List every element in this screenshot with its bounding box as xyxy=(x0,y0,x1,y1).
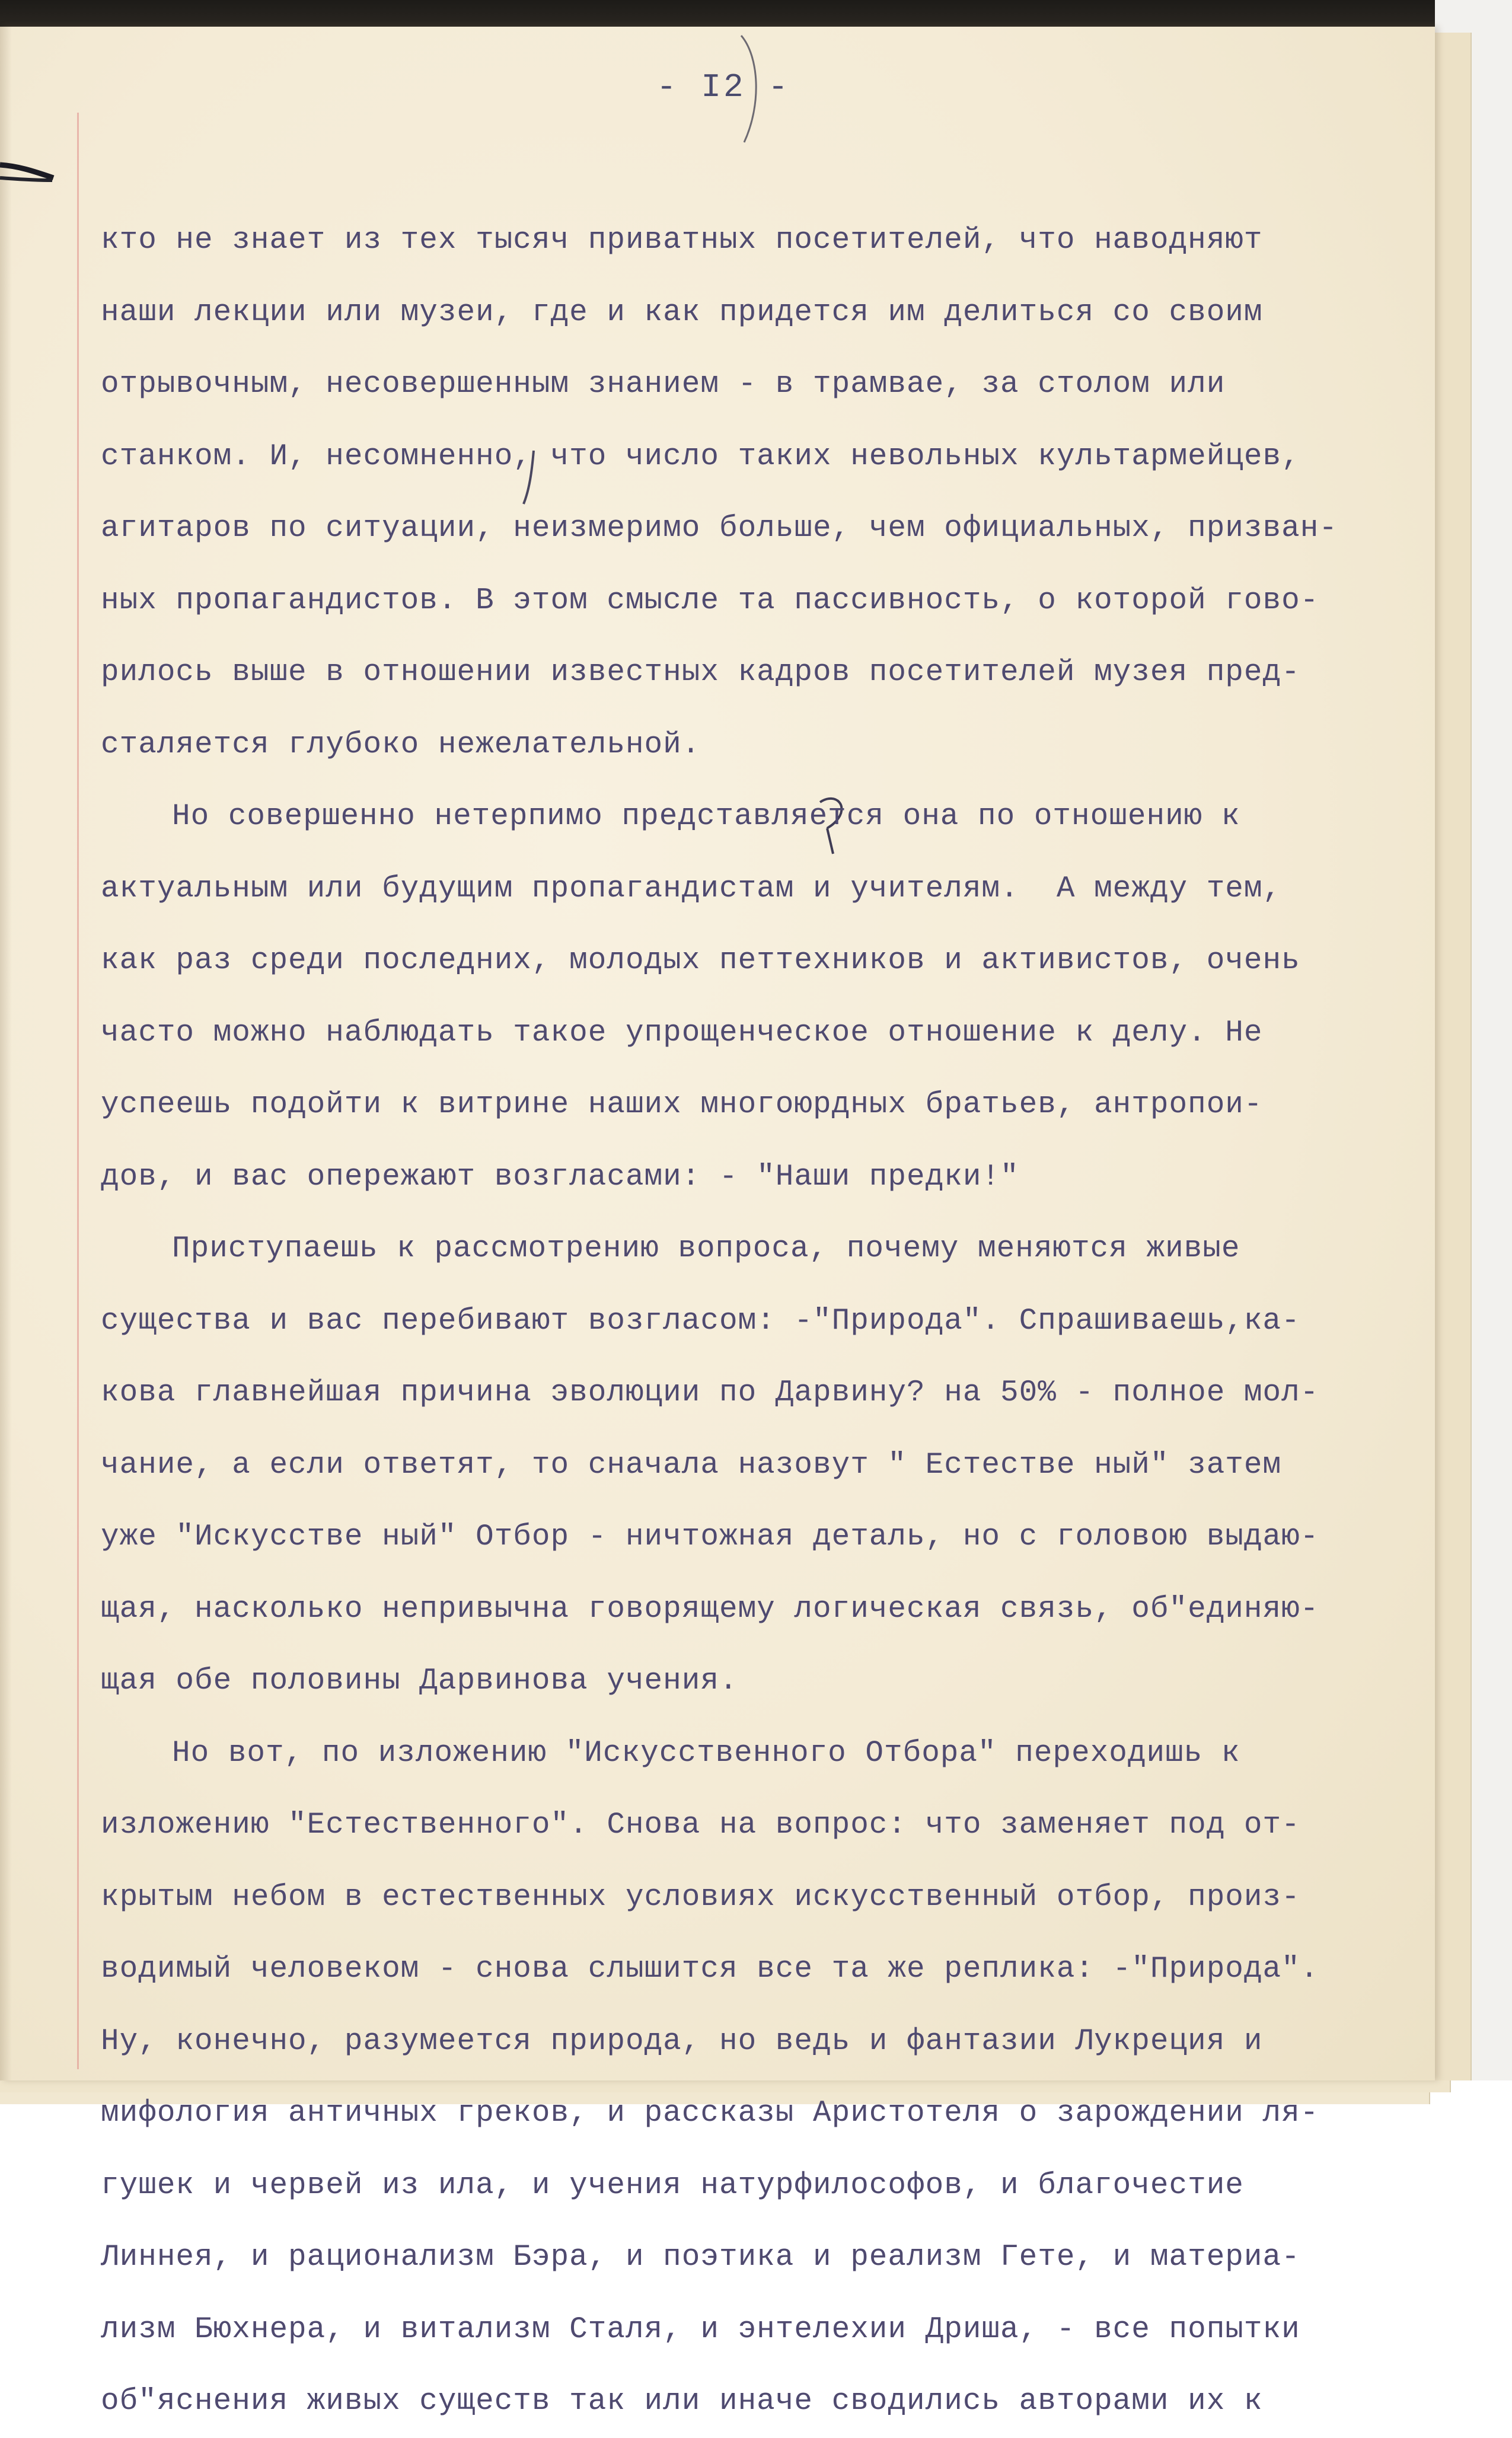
text-line: наши лекции или музеи, где и как придется им делиться со своим xyxy=(101,295,1263,330)
text-line: щая, насколько непривычна говорящему логическая связь, об"единяю- xyxy=(101,1592,1319,1626)
text-line: актуальным или будущим пропагандистам и учителям. А между тем, xyxy=(101,872,1282,906)
text-line: водимый человеком - снова слышится все та же реплика: -"Природа". xyxy=(101,1952,1319,1986)
margin-rule xyxy=(77,113,79,2069)
text-line: ных пропагандистов. В этом смысле та пассивность, о которой гово- xyxy=(101,583,1319,618)
text-line: кто не знает из тех тысяч приватных посетителей, что наводняют xyxy=(101,224,1263,257)
binding-thread xyxy=(0,154,56,196)
text-line: Линнея, и рационализм Бэра, и поэтика и реализм Гете, и материа- xyxy=(101,2241,1300,2274)
text-line: изложению "Естественного". Снова на вопрос: что заменяет под от- xyxy=(101,1808,1300,1842)
text-line: крытым небом в естественных условиях искусственный отбор, произ- xyxy=(101,1880,1300,1914)
text-line: об"яснения живых существ так или иначе сводились авторами их к xyxy=(101,2385,1263,2418)
text-line: Но вот, по изложению "Искусственного Отбора" переходишь к xyxy=(172,1736,1240,1770)
text-line: уже "Искусстве ный" Отбор - ничтожная деталь, но с головою выдаю- xyxy=(101,1520,1319,1554)
text-line: мифология античных греков, и рассказы Аристотеля о зарождении ля- xyxy=(101,2096,1319,2130)
text-line: агитаров по ситуации, неизмеримо больше, чем официальных, призван- xyxy=(101,512,1338,545)
text-line: лизм Бюхнера, и витализм Сталя, и энтелехии Дриша, - все попытки xyxy=(101,2312,1300,2347)
text-line: успеешь подойти к витрине наших многоюрдных братьев, антропои- xyxy=(101,1088,1263,1122)
text-line: Ну, конечно, разумеется природа, но ведь и фантазии Лукреция и xyxy=(101,2024,1263,2059)
text-line: станком. И, несомненно, что число таких невольных культармейцев, xyxy=(101,439,1300,474)
text-line: существа и вас перебивают возгласом: -"Природа". Спрашиваешь,ка- xyxy=(101,1304,1300,1338)
text-line: рилось выше в отношении известных кадров посетителей музея пред- xyxy=(101,656,1300,690)
text-line: гушек и червей из ила, и учения натурфилософов, и благочестие xyxy=(101,2168,1244,2203)
text-line: кова главнейшая причина эволюции по Дарвину? на 50% - полное мол- xyxy=(101,1376,1319,1410)
text-line: Приступаешь к рассмотрению вопроса, почему меняются живые xyxy=(172,1232,1240,1266)
text-line: часто можно наблюдать такое упрощенческое отношение к делу. Не xyxy=(101,1016,1263,1050)
text-line: как раз среди последних, молодых петтехников и активистов, очень xyxy=(101,944,1300,978)
text-line: чание, а если ответят, то сначала назовут " Естестве ный" затем xyxy=(101,1448,1282,1482)
page-fold-shadow xyxy=(0,27,12,2080)
page-number: - I2 - xyxy=(656,68,790,106)
text-line: отрывочным, несовершенным знанием - в трамвае, за столом или xyxy=(101,368,1226,401)
text-line: щая обе половины Дарвинова учения. xyxy=(101,1664,738,1698)
typed-text xyxy=(101,205,1393,2438)
text-line: дов, и вас опережают возгласами: - "Наши предки!" xyxy=(101,1160,1019,1194)
text-line: сталяется глубоко нежелательной. xyxy=(101,727,701,762)
pencil-mark xyxy=(735,33,771,145)
text-line: Но совершенно нетерпимо представляется она по отношению к xyxy=(172,800,1240,834)
